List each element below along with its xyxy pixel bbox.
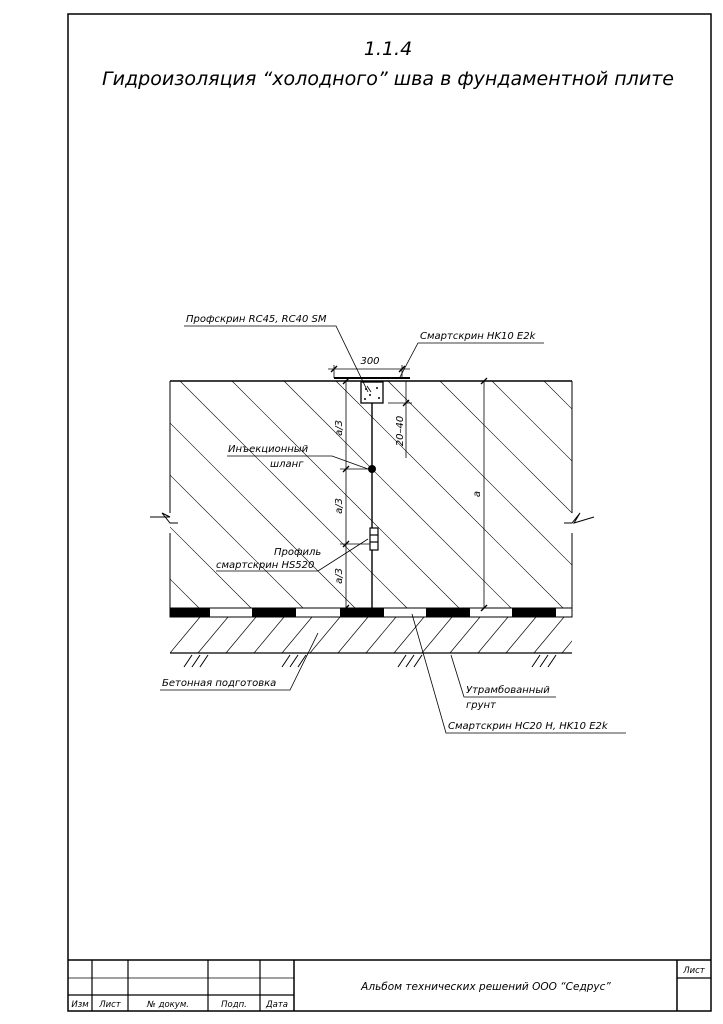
break-line-right (564, 513, 594, 523)
foundation-slab (0, 381, 723, 608)
dim-20-40-label: 20–40 (395, 415, 406, 447)
label-smartscreen-top: Смартскрин HK10 E2k (420, 331, 536, 342)
label-soil-2: грунт (466, 700, 496, 711)
concrete-preparation (170, 617, 592, 653)
label-hose-1: Инъекционный (228, 444, 309, 455)
leader-smartscreen-bottom (412, 614, 626, 733)
break-line-left (150, 513, 178, 523)
leader-profscreen (184, 326, 368, 392)
col-sign: Подп. (221, 1000, 247, 1010)
label-profscreen: Профскрин RC45, RC40 SM (186, 314, 327, 325)
sheet-frame (68, 14, 711, 1011)
label-soil-1: Утрамбованный (466, 685, 550, 696)
soil-hatch (184, 655, 556, 667)
col-doc: № докум. (147, 1000, 189, 1010)
membrane-bottom (170, 608, 572, 617)
dim-a3-middle: a/3 (334, 498, 345, 514)
label-profile-1: Профиль (274, 547, 322, 558)
col-list: Лист (99, 1000, 121, 1010)
label-concrete-prep: Бетонная подготовка (162, 678, 277, 689)
label-profile-2: смартскрин HS520 (216, 560, 315, 571)
label-hose-2: шланг (270, 459, 304, 470)
title-block-sheet-label: Лист (683, 966, 705, 976)
col-date: Дата (265, 1000, 289, 1010)
dim-a-label: a (472, 490, 483, 498)
dim-300-label: 300 (360, 356, 380, 367)
title-block-album: Альбом технических решений ООО “Седрус” (361, 981, 611, 993)
leader-smartscreen-top (400, 343, 544, 377)
section-number: 1.1.4 (363, 38, 413, 60)
drawing-title: Гидроизоляция “холодного” шва в фундаментной плите (102, 68, 674, 90)
label-smartscreen-bottom: Смартскрин HC20 H, HK10 E2k (448, 721, 608, 732)
col-izm: Изм (71, 1000, 89, 1010)
dim-a3-bottom: a/3 (334, 568, 345, 584)
dim-a3-top: a/3 (334, 420, 345, 436)
hs520-profile (370, 528, 378, 550)
